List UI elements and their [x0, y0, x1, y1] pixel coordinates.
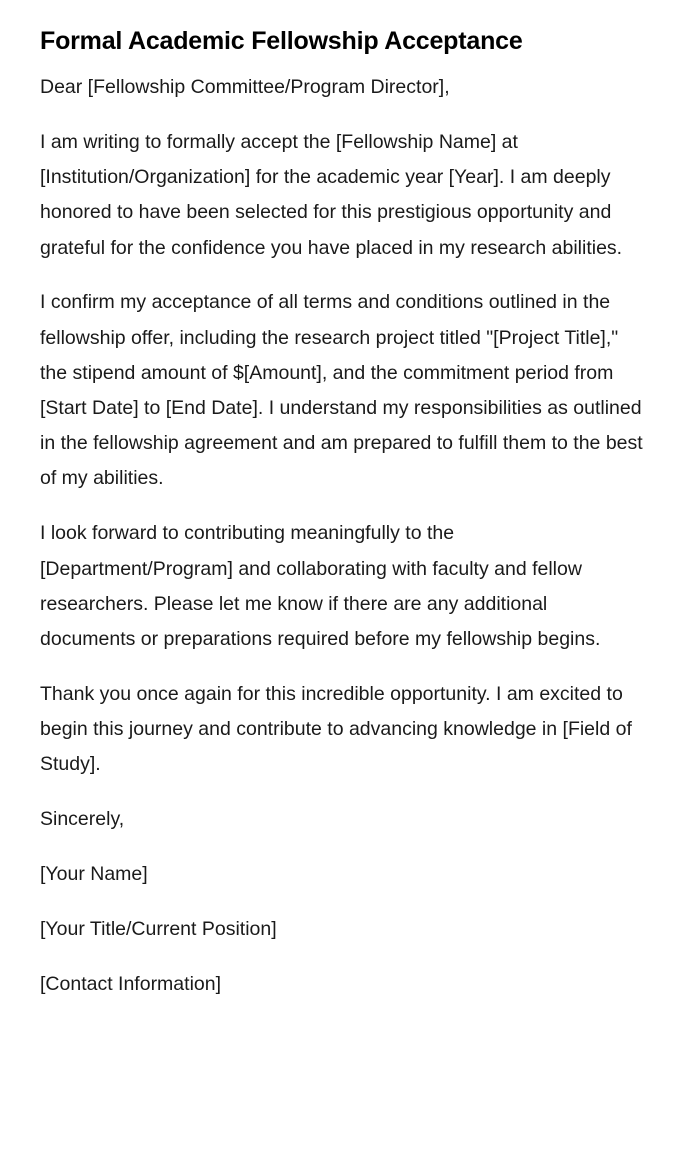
letter-title: Formal Academic Fellowship Acceptance	[40, 27, 523, 55]
salutation: Dear [Fellowship Committee/Program Director],	[40, 76, 450, 98]
contact-information: [Contact Information]	[40, 972, 222, 995]
body-paragraph-4: Thank you once again for this incredible opportunity. I am excited to begin this journey and contribute to advancing knowledge in [Field of Study].	[40, 682, 632, 776]
body-paragraph-2: I confirm my acceptance of all terms and conditions outlined in the fellowship offer, including the research project titled "[Project Title]," the stipend amount of $[Amount], and the commitment period from [Start Date] to [End Date]. I understand my responsibilities as outlined in the fellowship agreement and am prepared to fulfill them to the best of my abilities.	[40, 291, 643, 490]
signature-name: [Your Name]	[40, 862, 148, 885]
body-paragraph-3: I look forward to contributing meaningfully to the [Department/Program] and collaborating with faculty and fellow researchers. Please let me know if there are any additional documents or preparations required before my fellowship begins.	[40, 522, 601, 650]
closing: Sincerely,	[40, 808, 125, 831]
signature-title: [Your Title/Current Position]	[40, 917, 277, 940]
body-paragraph-1: I am writing to formally accept the [Fellowship Name] at [Institution/Organization] for the academic year [Year]. I am deeply honored to have been selected for this prestigious opportunity and grateful for the confidence you have placed in my research abilities.	[40, 130, 623, 259]
